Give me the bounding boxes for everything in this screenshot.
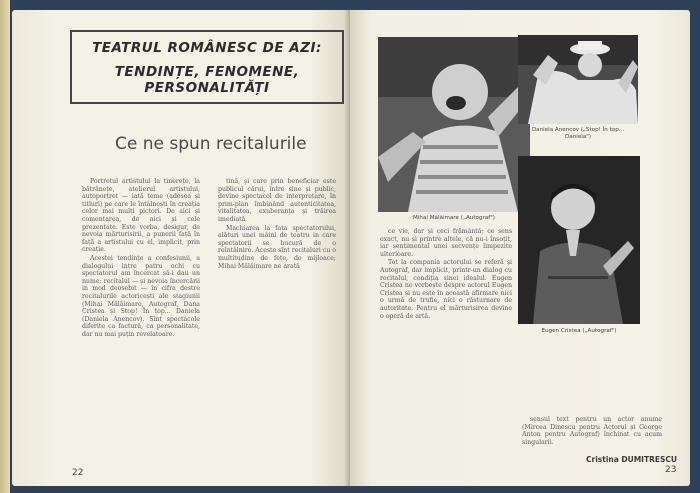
caption-eugen: Eugen Cristea („Autograf") (541, 328, 617, 334)
photo-daniela-anencov (518, 35, 638, 124)
paragraph: Machiarea la fața spectatorului, alături unei mâini de teatru in care spectatorii se bucură de o reîntâlnire. Aceste sînt recitaluri cu o multitudine de fețe, de mijloace; Mihai Mălăimare ne arată (218, 224, 336, 270)
heading-line-1: TEATRUL ROMÂNESC DE AZI: (92, 40, 322, 56)
left-text-column-1 (82, 178, 200, 460)
caption-mihai: Mihai Mălăimare („Autograf") (413, 215, 495, 221)
paragraph: Acestei tendințe a confesiunii, a dialogului intre patru ochi cu spectatorul am încercat să-i dau un nume: recitalul — și nevoia încercării in mod deosebit — în cifra destre recitalurile actoricești ale stagiunii (Mihai Mălăimare, Autograf, Dana Cristea și Stop! În top... Daniela (Daniela Anencov). Sînt spectacole diferite ca factură, ca personalitate, dar nu mai puțin revelatoare. (82, 254, 200, 338)
paragraph: tină, și care prin beneficiar este publicul cărui, între sine și public, devine spectacol de interpretare, în prim-plan îmbinând autenticitatea, vitalitatea, exuberanța și trăirea imediată. (218, 178, 336, 223)
photo-mihai-image (378, 37, 530, 212)
paragraph: Portretul artistului la tinerețe, la bătrânețe, atelierul artistului, autoportret — iată teme (adesea și titluri) pe care le întâlnești în creația celor mai mulți pictori. De aici și comentarea, de aici și cele prezentate. Este vorba, desigur, de nevoia mărturisirii, a punerii față în față a artistului cu el, implicit, prin creație. (82, 178, 200, 254)
paragraph: sensul text pentru un actor anume (Mircea Dinescu pentru Actorul și George Anton pentru Autograf) închinat cu acum singularii. (522, 416, 662, 446)
paragraph: Tot la compania actorului se referă și Autograf, dar implicit, printr-un dialog cu recitalul, condiția sinei idealul. Eugen Cristea ne vorbește despre actorul Eugen Cristea și nu este în această afirmare nici o urmă de trufie, nici o răsturnare de autoritate. Pentru el mărturisirea devine o operă de artă. (380, 259, 512, 320)
caption-daniela-line1: Daniela Anencov („Stop! În top... (531, 127, 625, 133)
article-heading-box (70, 30, 344, 104)
right-page (350, 10, 690, 486)
author-signature: Cristina DUMITRESCU (586, 455, 677, 464)
book-binding-edge (0, 0, 10, 493)
right-text-column-1 (380, 228, 512, 460)
caption-daniela (518, 127, 638, 141)
page-number-left: 22 (72, 468, 84, 478)
photo-eugen-image (518, 156, 640, 324)
left-page (12, 10, 350, 486)
page-number-right: 23 (665, 465, 677, 475)
photo-mihai-malaimare (378, 37, 530, 212)
heading-line-2: TENDINȚE, FENOMENE, PERSONALITĂȚI (114, 64, 300, 96)
caption-daniela-line2: Daniela") (564, 134, 591, 140)
paragraph: ce vie, dar și ceci frământă; ce sens exact, nu și printre altele, că nu-i însoțit, iar sentimental unei secvențe limpezite ulterioare. (380, 228, 512, 258)
photo-daniela-image (518, 35, 638, 124)
article-subtitle: Ce ne spun recitalurile (115, 134, 307, 154)
left-text-column-2 (218, 178, 336, 460)
photo-eugen-cristea (518, 156, 640, 324)
